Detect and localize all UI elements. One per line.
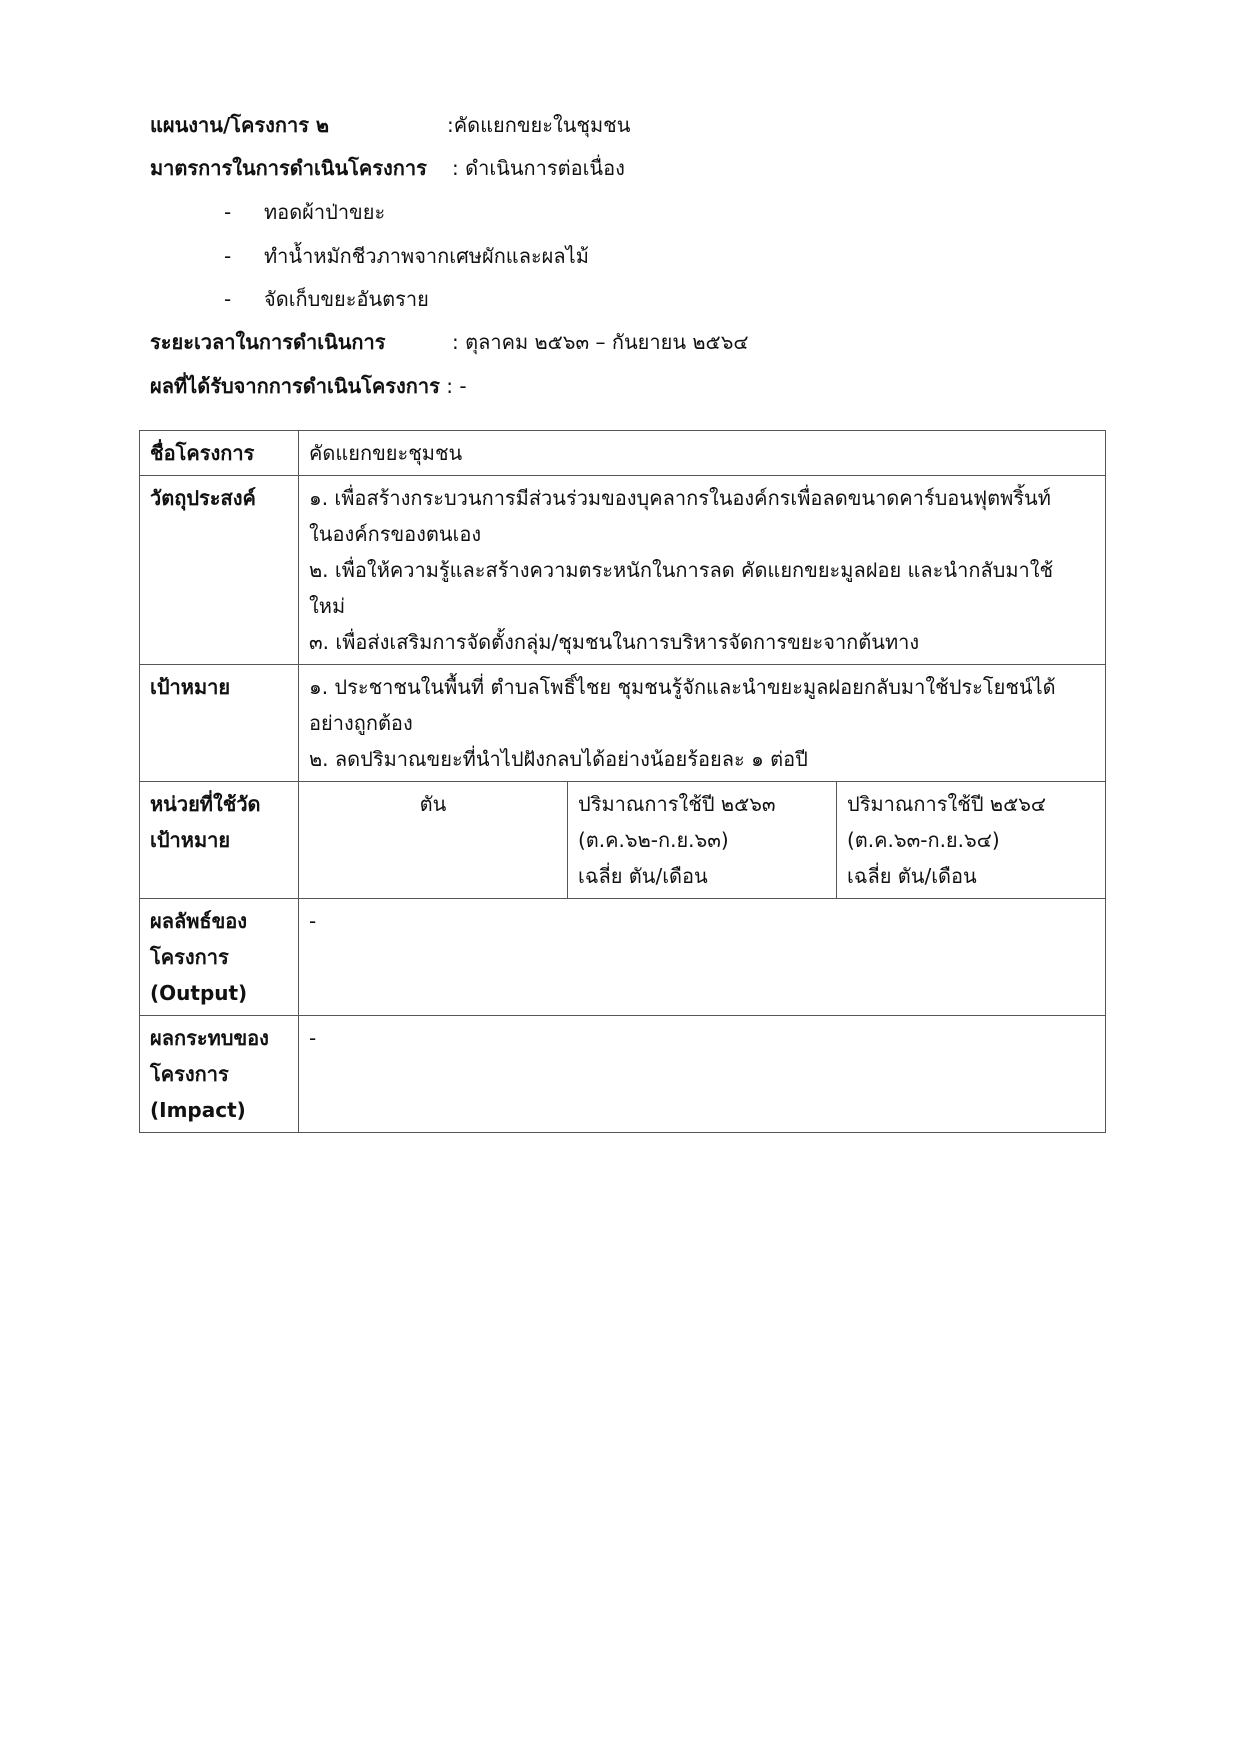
year-2563-line: เฉลี่ย ตัน/เดือน bbox=[578, 864, 708, 888]
measures-value: : ดำเนินการต่อเนื่อง bbox=[452, 156, 625, 180]
target-line: ๒. ลดปริมาณขยะที่นำไปฝังกลบได้อย่างน้อยร้อยละ ๑ ต่อปี bbox=[309, 747, 808, 771]
unit-label-line: เป้าหมาย bbox=[150, 828, 231, 852]
objective-line: ๒. เพื่อให้ความรู้และสร้างความตระหนักในการลด คัดแยกขยะมูลฝอย และนำกลับมาใช้ bbox=[309, 558, 1054, 582]
duration-label: ระยะเวลาในการดำเนินการ bbox=[150, 330, 386, 354]
measure-item: จัดเก็บขยะอันตราย bbox=[264, 287, 429, 311]
table-row bbox=[140, 899, 1106, 1016]
target-value bbox=[299, 665, 1106, 782]
table-row bbox=[140, 782, 1106, 899]
objective-label: วัตถุประสงค์ bbox=[140, 476, 299, 665]
impact-label-line: โครงการ bbox=[150, 1062, 229, 1086]
unit-label-line: หน่วยที่ใช้วัด bbox=[150, 792, 261, 816]
result-line bbox=[150, 372, 467, 400]
table-row bbox=[140, 665, 1106, 782]
table-row bbox=[140, 476, 1106, 665]
output-label bbox=[140, 899, 299, 1016]
impact-value: - bbox=[299, 1016, 1106, 1133]
year-2564-line: (ต.ค.๖๓-ก.ย.๖๔) bbox=[847, 828, 1000, 852]
output-label-line: (Output) bbox=[150, 981, 248, 1005]
objective-value bbox=[299, 476, 1106, 665]
project-name-label: ชื่อโครงการ bbox=[140, 431, 299, 476]
year-2563-line: ปริมาณการใช้ปี ๒๕๖๓ bbox=[578, 792, 776, 816]
measures-label: มาตรการในการดำเนินโครงการ bbox=[150, 156, 427, 180]
bullet-marker: - bbox=[224, 244, 232, 268]
objective-line: ในองค์กรของตนเอง bbox=[309, 522, 482, 546]
plan-value: :คัดแยกขยะในชุมชน bbox=[447, 113, 631, 137]
objective-line: ๓. เพื่อส่งเสริมการจัดตั้งกลุ่ม/ชุมชนในการบริหารจัดการขยะจากต้นทาง bbox=[309, 630, 920, 654]
output-label-line: ผลลัพธ์ของ bbox=[150, 909, 248, 933]
bullet-marker: - bbox=[224, 200, 232, 224]
year-2564-line: ปริมาณการใช้ปี ๒๕๖๔ bbox=[847, 792, 1047, 816]
target-label: เป้าหมาย bbox=[140, 665, 299, 782]
unit-value: ตัน bbox=[299, 782, 568, 899]
impact-label bbox=[140, 1016, 299, 1133]
impact-label-line: (Impact) bbox=[150, 1098, 246, 1122]
output-value: - bbox=[299, 899, 1106, 1016]
project-name-value: คัดแยกขยะชุมชน bbox=[299, 431, 1106, 476]
plan-label: แผนงาน/โครงการ ๒ bbox=[150, 113, 330, 137]
year-2563-usage bbox=[568, 782, 837, 899]
bullet-marker: - bbox=[224, 287, 232, 311]
measure-item: ทำน้ำหมักชีวภาพจากเศษผักและผลไม้ bbox=[264, 244, 589, 268]
output-label-line: โครงการ bbox=[150, 945, 229, 969]
table-row bbox=[140, 431, 1106, 476]
year-2563-line: (ต.ค.๖๒-ก.ย.๖๓) bbox=[578, 828, 729, 852]
project-table bbox=[139, 430, 1106, 1133]
duration-value: : ตุลาคม ๒๕๖๓ – กันยายน ๒๕๖๔ bbox=[452, 330, 749, 354]
year-2564-usage bbox=[837, 782, 1106, 899]
target-line: อย่างถูกต้อง bbox=[309, 711, 413, 735]
impact-label-line: ผลกระทบของ bbox=[150, 1026, 269, 1050]
result-label: ผลที่ได้รับจากการดำเนินโครงการ bbox=[150, 374, 440, 398]
unit-label bbox=[140, 782, 299, 899]
objective-line: ๑. เพื่อสร้างกระบวนการมีส่วนร่วมของบุคลากรในองค์กรเพื่อลดขนาดคาร์บอนฟุตพริ้นท์ bbox=[309, 486, 1051, 510]
measure-item: ทอดผ้าป่าขยะ bbox=[264, 200, 386, 224]
objective-line: ใหม่ bbox=[309, 594, 346, 618]
result-value: : - bbox=[439, 374, 467, 398]
table-row bbox=[140, 1016, 1106, 1133]
year-2564-line: เฉลี่ย ตัน/เดือน bbox=[847, 864, 977, 888]
target-line: ๑. ประชาชนในพื้นที่ ตำบลโพธิ์ไชย ชุมชนรู้จักและนำขยะมูลฝอยกลับมาใช้ประโยชน์ได้ bbox=[309, 675, 1056, 699]
